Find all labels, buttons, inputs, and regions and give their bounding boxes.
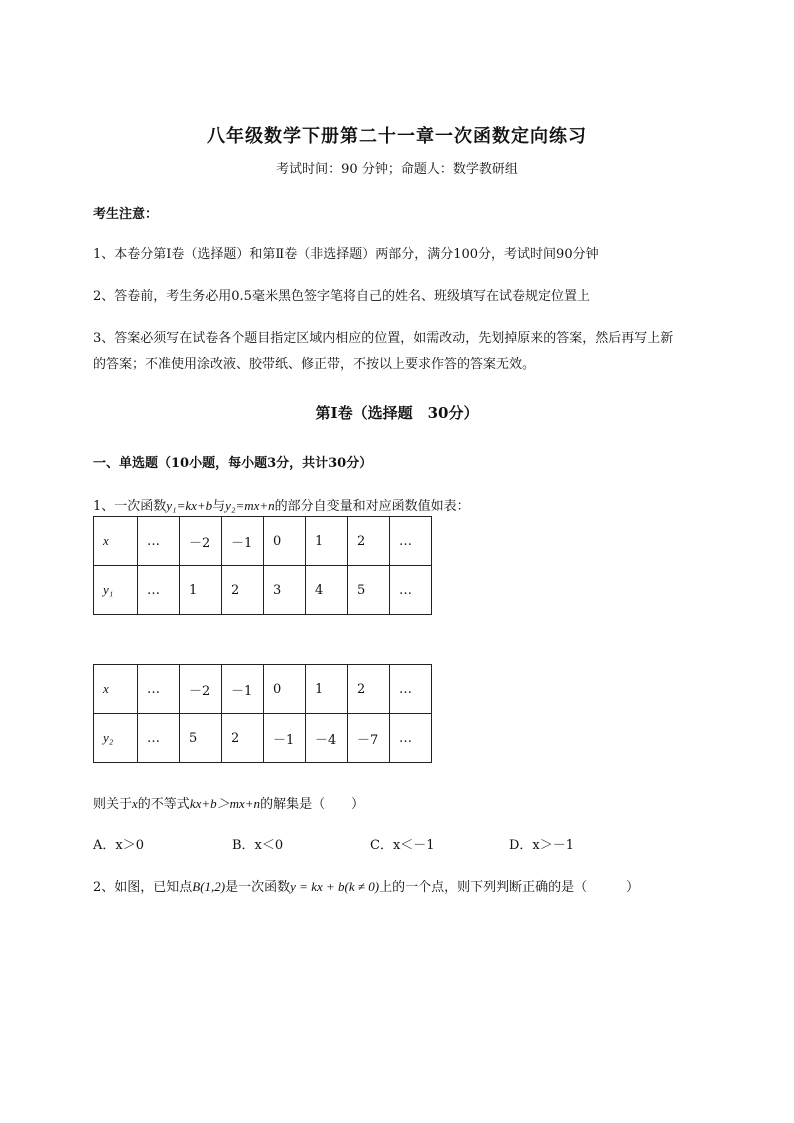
q1-option-d[interactable]: D．x＞－1 — [509, 838, 575, 853]
table-cell: 5 — [180, 714, 222, 763]
exam-info: 考试时间：90 分钟；命题人：数学教研组 — [276, 162, 518, 177]
table-cell: 0 — [264, 665, 306, 714]
q1-question-suffix: 的解集是（ ） — [260, 797, 365, 812]
page-title: 八年级数学下册第二十一章一次函数定向练习 — [207, 126, 587, 147]
notice-item-3-cont: 的答案；不准使用涂改液、胶带纸、修正带，不按以上要求作答的答案无效。 — [93, 357, 536, 372]
table-cell: 2 — [348, 517, 390, 566]
q1-option-a[interactable]: A．x＞0 — [93, 838, 144, 853]
table-cell: y₂ — [94, 714, 138, 763]
q2-stem-mid: 是一次函数 — [225, 880, 291, 895]
table-cell: … — [138, 566, 180, 615]
q1-question-mid: 的不等式 — [137, 797, 190, 812]
table-cell: … — [138, 665, 180, 714]
q1-question-var: x — [132, 796, 138, 811]
table-cell: 1 — [306, 665, 348, 714]
q2-func: y = kx + b(k ≠ 0) — [290, 879, 380, 894]
q1-question — [93, 793, 364, 812]
notice-heading: 考生注意： — [93, 207, 159, 222]
table-cell: －1 — [222, 665, 264, 714]
table-cell: －1 — [264, 714, 306, 763]
q1-question-ineq: kx+b＞mx+n — [189, 796, 261, 811]
q1-option-c[interactable]: C．x＜－1 — [370, 838, 435, 853]
q1-y2-expr: y₂=mx+n — [225, 498, 275, 513]
table-row — [94, 714, 432, 763]
table-cell: y₁ — [94, 566, 138, 615]
q1-question-prefix: 则关于 — [93, 797, 133, 812]
q2-point: B(1,2) — [192, 879, 226, 894]
table-cell: －1 — [222, 517, 264, 566]
table-cell: 2 — [348, 665, 390, 714]
notice-item-2: 2、答卷前，考生务必用0.5毫米黑色签字笔将自己的姓名、班级填写在试卷规定位置上 — [93, 289, 590, 304]
notice-item-3: 3、答案必须写在试卷各个题目指定区域内相应的位置，如需改动，先划掉原来的答案，然后再写上新 — [93, 331, 674, 346]
q2-stem-prefix: 2、如图，已知点 — [93, 880, 193, 895]
table-cell: －4 — [306, 714, 348, 763]
q1-y1-expr: y₁=kx+b — [166, 498, 213, 513]
table-cell: 3 — [264, 566, 306, 615]
q1-table-y1 — [93, 516, 432, 615]
notice-item-1: 1、本卷分第I卷（选择题）和第Ⅱ卷（非选择题）两部分，满分100分，考试时间90分钟 — [93, 247, 599, 262]
q1-stem-prefix: 1、一次函数 — [93, 499, 167, 514]
table-cell: … — [390, 665, 432, 714]
table-cell: －2 — [180, 665, 222, 714]
table-cell: … — [390, 566, 432, 615]
q2-stem — [93, 876, 639, 895]
q1-table-y2 — [93, 664, 432, 763]
table-cell: 4 — [306, 566, 348, 615]
table-row — [94, 665, 432, 714]
table-cell: 0 — [264, 517, 306, 566]
table-cell: … — [390, 517, 432, 566]
table-cell: 1 — [306, 517, 348, 566]
table-cell: x — [94, 517, 138, 566]
q1-stem — [93, 495, 470, 514]
q1-stem-suffix: 的部分自变量和对应函数值如表： — [274, 499, 470, 514]
q2-stem-suffix: 上的一个点，则下列判断正确的是（ ） — [379, 880, 640, 895]
table-row — [94, 517, 432, 566]
table-cell: … — [138, 517, 180, 566]
part1-title: 第I卷（选择题 30分） — [315, 404, 479, 422]
section-heading: 一、单选题（10小题，每小题3分，共计30分） — [93, 456, 373, 471]
table-cell: 1 — [180, 566, 222, 615]
table-cell: 2 — [222, 566, 264, 615]
table-cell: －7 — [348, 714, 390, 763]
q1-connector: 与 — [212, 499, 226, 514]
table-cell: －2 — [180, 517, 222, 566]
table-cell: x — [94, 665, 138, 714]
table-cell: 5 — [348, 566, 390, 615]
table-cell: 2 — [222, 714, 264, 763]
q1-option-b[interactable]: B．x＜0 — [232, 838, 284, 853]
table-row — [94, 566, 432, 615]
table-cell: … — [390, 714, 432, 763]
table-cell: … — [138, 714, 180, 763]
